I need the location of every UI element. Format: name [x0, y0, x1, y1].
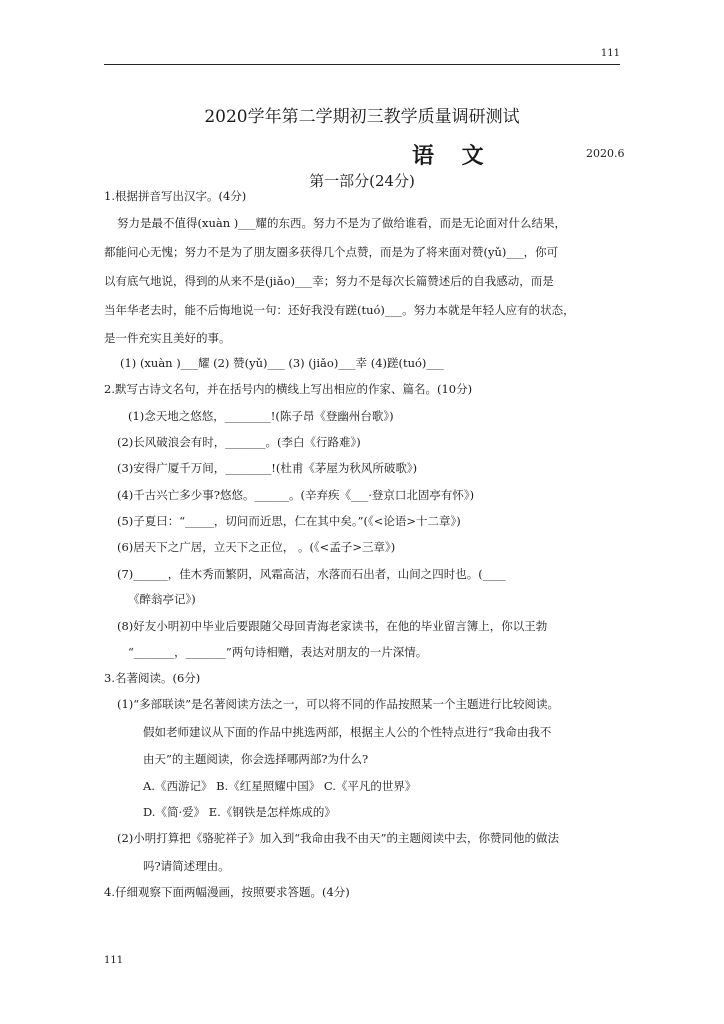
q2-item: “_______，_______”两句诗相赠，表达对朋友的一片深情。 — [128, 645, 428, 659]
q3-line: 由天”的主题阅读，你会选择哪两部?为什么? — [143, 752, 369, 766]
q1-passage-line: 是一件充实且美好的事。 — [104, 331, 231, 345]
q2-item: (7)______，佳木秀而繁阴，风霜高洁，水落而石出者，山间之四时也。(____ — [117, 567, 506, 581]
q1-passage-line: 都能问心无愧；努力不是为了朋友圈多获得几个点赞，而是为了将来面对赞(yǔ)___，你可 — [104, 245, 559, 259]
q3-heading: 3.名著阅读。(6分) — [104, 671, 201, 685]
q2-item: (1)念天地之悠悠，________!(陈子昂《登幽州台歌》) — [128, 409, 394, 423]
q3-line: (2)小明打算把《骆驼祥子》加入到“我命由我不由天”的主题阅读中去，你赞同他的做法 — [117, 831, 560, 845]
q3-options-line: D.《简·爱》 E.《钢铁是怎样炼成的》 — [143, 805, 336, 819]
q2-item: (3)安得广厦千万间，________!(杜甫《茅屋为秋风所破歌》) — [117, 461, 418, 475]
q1-passage-line: 当年华老去时，能不后悔地说一句：还好我没有蹉(tuó)___。努力本就是年轻人应有的状态， — [104, 303, 575, 317]
part-heading: 第一部分(24分) — [309, 172, 415, 190]
q2-item: (5)子夏曰：“_____，切问而近思，仁在其中矣。”(《<论语>十二章》) — [117, 514, 461, 528]
q3-options-line: A.《西游记》 B.《红星照耀中国》 C.《平凡的世界》 — [143, 779, 417, 793]
q2-item: 《醉翁亭记》) — [128, 592, 196, 606]
q1-heading: 1.根据拼音写出汉字。(4分) — [104, 189, 247, 203]
q4-heading: 4.仔细观察下面两幅漫画，按照要求答题。(4分) — [104, 885, 350, 899]
q1-answer-line: (1) (xuàn )___耀 (2) 赞(yǔ)___ (3) (jiǎo)___幸 (4)蹉(tuó)___ — [120, 356, 444, 370]
q2-item: (2)长风破浪会有时，_______。(李白《行路难》) — [117, 435, 361, 449]
q2-item: (6)居天下之广居，立天下之正位， 。(《<孟子>三章》) — [117, 540, 396, 554]
q2-heading: 2.默写古诗文名句，并在括号内的横线上写出相应的作家、篇名。(10分) — [104, 382, 473, 396]
q3-line: 吗?请简述理由。 — [143, 859, 230, 873]
exam-date: 2020.6 — [586, 147, 625, 160]
footer-page-number: 111 — [104, 955, 124, 966]
header-page-number: 111 — [600, 48, 620, 59]
q3-line: (1)“多部联读”是名著阅读方法之一，可以将不同的作品按照某一个主题进行比较阅读。 — [117, 697, 560, 711]
q2-item: (4)千古兴亡多少事?悠悠。______。(辛弃疾《___·登京口北固亭有怀》) — [117, 488, 475, 502]
q1-passage-line: 努力是最不值得(xuàn )___耀的东西。努力不是为了做给谁看，而是无论面对什么结果， — [117, 216, 567, 230]
subject-title: 语 文 — [412, 143, 494, 169]
header-rule — [104, 64, 620, 65]
q3-line: 假如老师建议从下面的作品中挑选两部，根据主人公的个性特点进行“我命由我不 — [143, 725, 552, 739]
exam-title: 2020学年第二学期初三教学质量调研测试 — [204, 107, 520, 127]
q1-passage-line: 以有底气地说，得到的从来不是(jiǎo)___幸；努力不是每次长篇赞述后的自我感动，而是 — [104, 274, 554, 288]
q2-item: (8)好友小明初中毕业后要跟随父母回青海老家读书，在他的毕业留言簿上，你以王勃 — [117, 619, 548, 633]
